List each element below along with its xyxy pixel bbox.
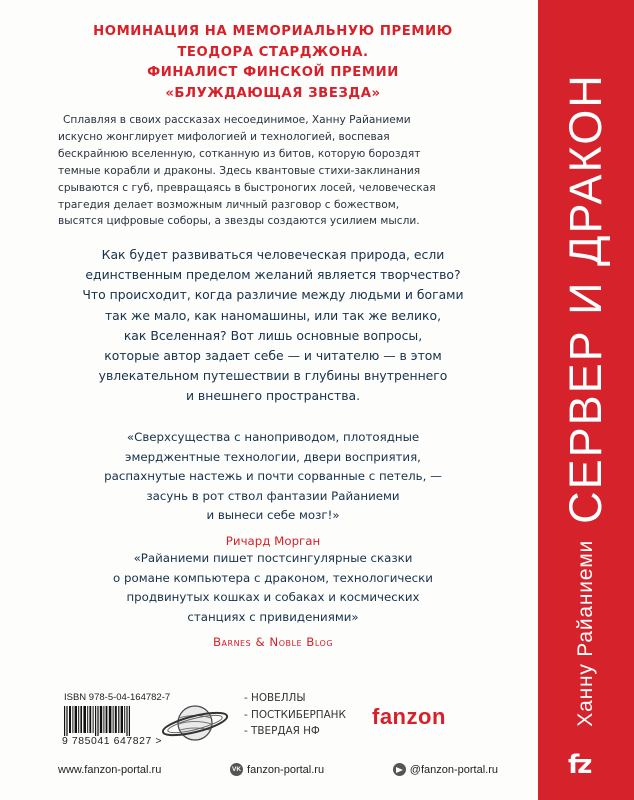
description-line: трагедия делает возможным личный разговор с божеством, <box>58 198 400 211</box>
telegram-icon <box>393 763 406 776</box>
site-link[interactable] <box>58 764 161 776</box>
vk-link[interactable] <box>230 763 324 776</box>
spine-title: СЕРВЕР И ДРАКОН <box>560 73 611 524</box>
quote-line: распахнутые настежь и почти сорванные с петель, — <box>104 469 442 483</box>
quote-line: эмерджентные технологии, двери восприятия, <box>125 449 421 464</box>
nomination-block <box>20 22 526 104</box>
isbn-label: ISBN 978-5-04-164782-7 <box>64 692 171 703</box>
quote-line: «Райаниеми пишет постсингулярные сказки <box>133 551 413 565</box>
quote-line: и вынеси себе мозг!» <box>206 508 340 522</box>
telegram-link-text: @fanzon-portal.ru <box>409 763 498 776</box>
publisher-logo: fanzon <box>372 704 446 729</box>
barcode-number: 9 785041 647827 > <box>62 736 163 747</box>
questions-paragraph <box>20 245 526 407</box>
quote-line: о романе компьютера с драконом, технологически <box>113 570 433 585</box>
spine <box>538 0 634 800</box>
vk-icon: VK <box>230 763 243 776</box>
description-line: срываются с губ, превращаясь в быстроногих лосей, человеческая <box>58 181 436 194</box>
genre-item: - ПОСТКИБЕРПАНК <box>244 708 346 721</box>
saturn-planet-icon <box>160 688 230 758</box>
questions-line: которые автор задает себе — и читателю — в этом <box>104 348 442 364</box>
spine-text <box>560 73 612 726</box>
description-paragraph <box>58 112 498 230</box>
questions-line: как Вселенная? Вот лишь основные вопросы, <box>123 327 423 343</box>
telegram-link[interactable] <box>393 763 498 776</box>
nomination-line: НОМИНАЦИЯ НА МЕМОРИАЛЬНУЮ ПРЕМИЮ <box>93 24 453 39</box>
genre-item: - НОВЕЛЛЫ <box>244 692 306 704</box>
quote-author: Barnes & Noble Blog <box>212 635 334 649</box>
description-line: искусно жонглирует мифологией и технологией, воспевая <box>58 130 390 143</box>
questions-line: и внешнего пространства. <box>185 388 361 404</box>
quote-line: «Сверхсущества с наноприводом, плотоядные <box>126 430 420 444</box>
quote-line: станциях с привидениями» <box>187 609 359 624</box>
quote-line: засунь в рот ствол фантазии Райаниеми <box>146 488 400 503</box>
quote-author: Ричард Морган <box>225 533 321 548</box>
barcode-icon <box>64 706 132 736</box>
spine-author: Ханну Райаниеми <box>574 539 597 727</box>
description-line: высятся цифровые соборы, а звезды создаются усилием мысли. <box>58 215 420 228</box>
questions-line: Как будет развиваться человеческая природа, если <box>101 247 445 262</box>
questions-line: увлекательном путешествии в глубины внутреннего <box>98 368 448 384</box>
vk-link-text: fanzon-portal.ru <box>247 763 325 776</box>
footer-links <box>58 763 498 776</box>
questions-line: единственным пределом желаний является творчество? <box>85 267 461 283</box>
genre-item: - ТВЕРДАЯ НФ <box>244 725 320 737</box>
nomination-line: ФИНАЛИСТ ФИНСКОЙ ПРЕМИИ <box>147 65 399 80</box>
quote-barnes-noble <box>20 549 526 653</box>
questions-line: так же мало, как наномашины, или так же велико, <box>104 307 442 323</box>
nomination-line: ТЕОДОРА СТАРДЖОНА. <box>177 44 369 60</box>
questions-line: Что происходит, когда различие между людьми и богами <box>82 287 464 303</box>
nomination-line: «БЛУЖДАЮЩАЯ ЗВЕЗДА» <box>165 85 381 101</box>
description-line: бескрайнюю вселенную, сотканную из битов, которую бороздят <box>58 147 421 160</box>
quote-morgan <box>20 428 526 551</box>
quote-line: продвинутых кошках и собаках и космических <box>126 590 420 604</box>
spine-logo: fz <box>568 750 591 780</box>
description-line: Сплавляя в своих рассказах несоединимое, Ханну Райаниеми <box>63 114 411 126</box>
site-link-text: www.fanzon-portal.ru <box>58 763 162 776</box>
genre-list <box>244 690 346 740</box>
description-line: темные корабли и драконы. Здесь квантовые стихи-заклинания <box>58 164 421 177</box>
